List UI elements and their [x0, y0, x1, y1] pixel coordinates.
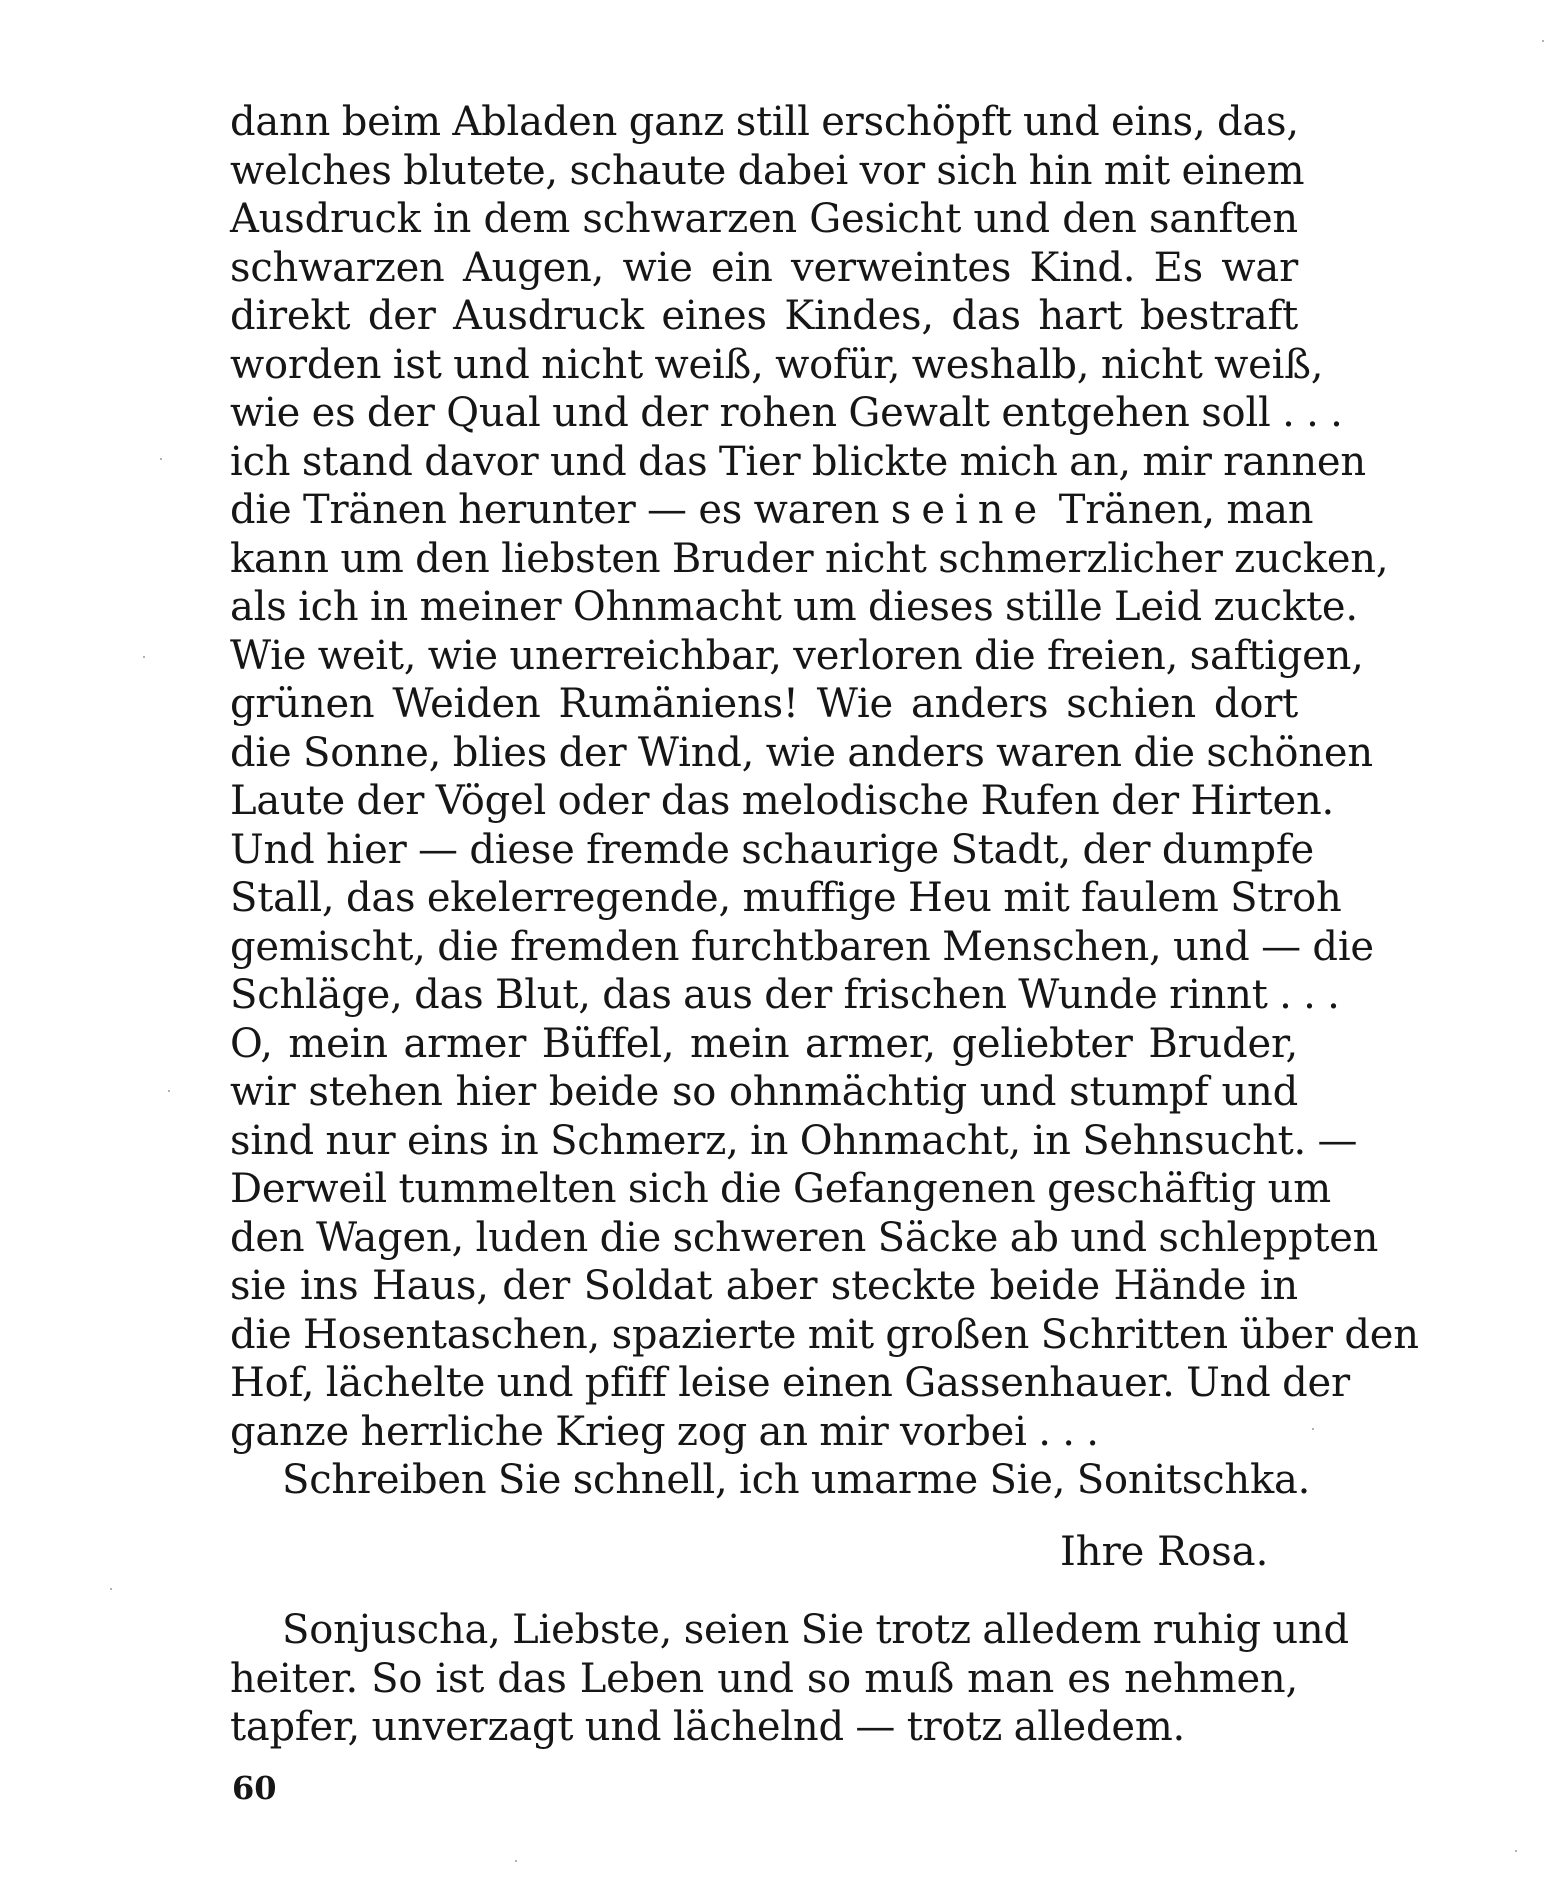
postscript	[230, 1606, 1349, 1752]
letter-body	[230, 98, 1419, 1505]
body-line-24: den Wagen, luden die schweren Säcke ab und schleppten	[230, 1214, 1379, 1261]
body-line-19: Schläge, das Blut, das aus der frischen Wunde rinnt . . .	[230, 972, 1340, 1018]
paper-speck	[515, 1860, 517, 1862]
page-number: 60	[232, 1769, 277, 1807]
body-line-1: dann beim Abladen ganz still erschöpft und eins, das,	[230, 99, 1299, 145]
emphasized-word: seine	[890, 487, 1048, 533]
body-line-21: wir stehen hier beide so ohnmächtig und stumpf und	[230, 1069, 1298, 1115]
body-line-14: die Sonne, blies der Wind, wie anders waren die schönen	[230, 729, 1373, 776]
body-line-22: sind nur eins in Schmerz, in Ohnmacht, in Sehnsucht. —	[230, 1117, 1358, 1164]
body-line-27: Hof, lächelte und pfiff leise einen Gassenhauer. Und der	[230, 1360, 1350, 1406]
body-line-7: wie es der Qual und der rohen Gewalt entgehen soll . . .	[230, 390, 1343, 436]
body-line-8: ich stand davor und das Tier blickte mich an, mir rannen	[230, 438, 1366, 485]
body-line-9-end: Tränen, man	[1047, 487, 1314, 533]
body-line-11: als ich in meiner Ohnmacht um dieses stille Leid zuckte.	[230, 584, 1358, 630]
postscript-line-3: tapfer, unverzagt und lächelnd — trotz alledem.	[230, 1704, 1186, 1750]
body-line-25: sie ins Haus, der Soldat aber steckte beide Hände in	[230, 1263, 1298, 1309]
body-line-4: schwarzen Augen, wie ein verweintes Kind. Es war	[230, 244, 1298, 291]
body-line-23: Derweil tummelten sich die Gefangenen geschäftig um	[230, 1166, 1331, 1212]
body-line-20: O, mein armer Büffel, mein armer, geliebter Bruder,	[230, 1020, 1298, 1067]
body-line-10: kann um den liebsten Bruder nicht schmerzlicher zucken,	[230, 535, 1389, 582]
paper-speck	[160, 458, 162, 460]
paper-speck	[143, 656, 145, 658]
body-line-5: direkt der Ausdruck eines Kindes, das hart bestraft	[230, 293, 1298, 339]
body-line-2: welches blutete, schaute dabei vor sich hin mit einem	[230, 147, 1305, 194]
paper-speck	[1542, 40, 1544, 42]
paper-speck	[168, 1090, 170, 1092]
closing-line: Schreiben Sie schnell, ich umarme Sie, Sonitschka.	[282, 1457, 1311, 1503]
body-line-15: Laute der Vögel oder das melodische Rufen der Hirten.	[230, 778, 1335, 824]
body-line-26: die Hosentaschen, spazierte mit großen Schritten über den	[230, 1311, 1419, 1358]
body-line-9-start: die Tränen herunter — es waren	[230, 487, 891, 533]
postscript-line-2: heiter. So ist das Leben und so muß man es nehmen,	[230, 1655, 1298, 1702]
paper-speck	[1312, 1428, 1314, 1430]
postscript-line-1: Sonjuscha, Liebste, seien Sie trotz alledem ruhig und	[282, 1607, 1349, 1653]
body-line-18: gemischt, die fremden furchtbaren Menschen, und — die	[230, 923, 1374, 970]
body-line-3: Ausdruck in dem schwarzen Gesicht und den sanften	[230, 196, 1298, 242]
body-line-9	[230, 486, 1314, 535]
paper-speck	[110, 1588, 112, 1590]
body-line-16: Und hier — diese fremde schaurige Stadt, der dumpfe	[230, 826, 1315, 873]
signature: Ihre Rosa.	[1060, 1529, 1269, 1575]
body-line-28: ganze herrliche Krieg zog an mir vorbei . . .	[230, 1408, 1099, 1455]
body-line-13: grünen Weiden Rumäniens! Wie anders schien dort	[230, 681, 1298, 727]
body-line-6: worden ist und nicht weiß, wofür, weshalb, nicht weiß,	[230, 341, 1324, 388]
body-line-17: Stall, das ekelerregende, muffige Heu mit faulem Stroh	[230, 875, 1342, 921]
paper-speck	[1515, 1850, 1517, 1852]
body-line-12: Wie weit, wie unerreichbar, verloren die freien, saftigen,	[230, 632, 1364, 679]
